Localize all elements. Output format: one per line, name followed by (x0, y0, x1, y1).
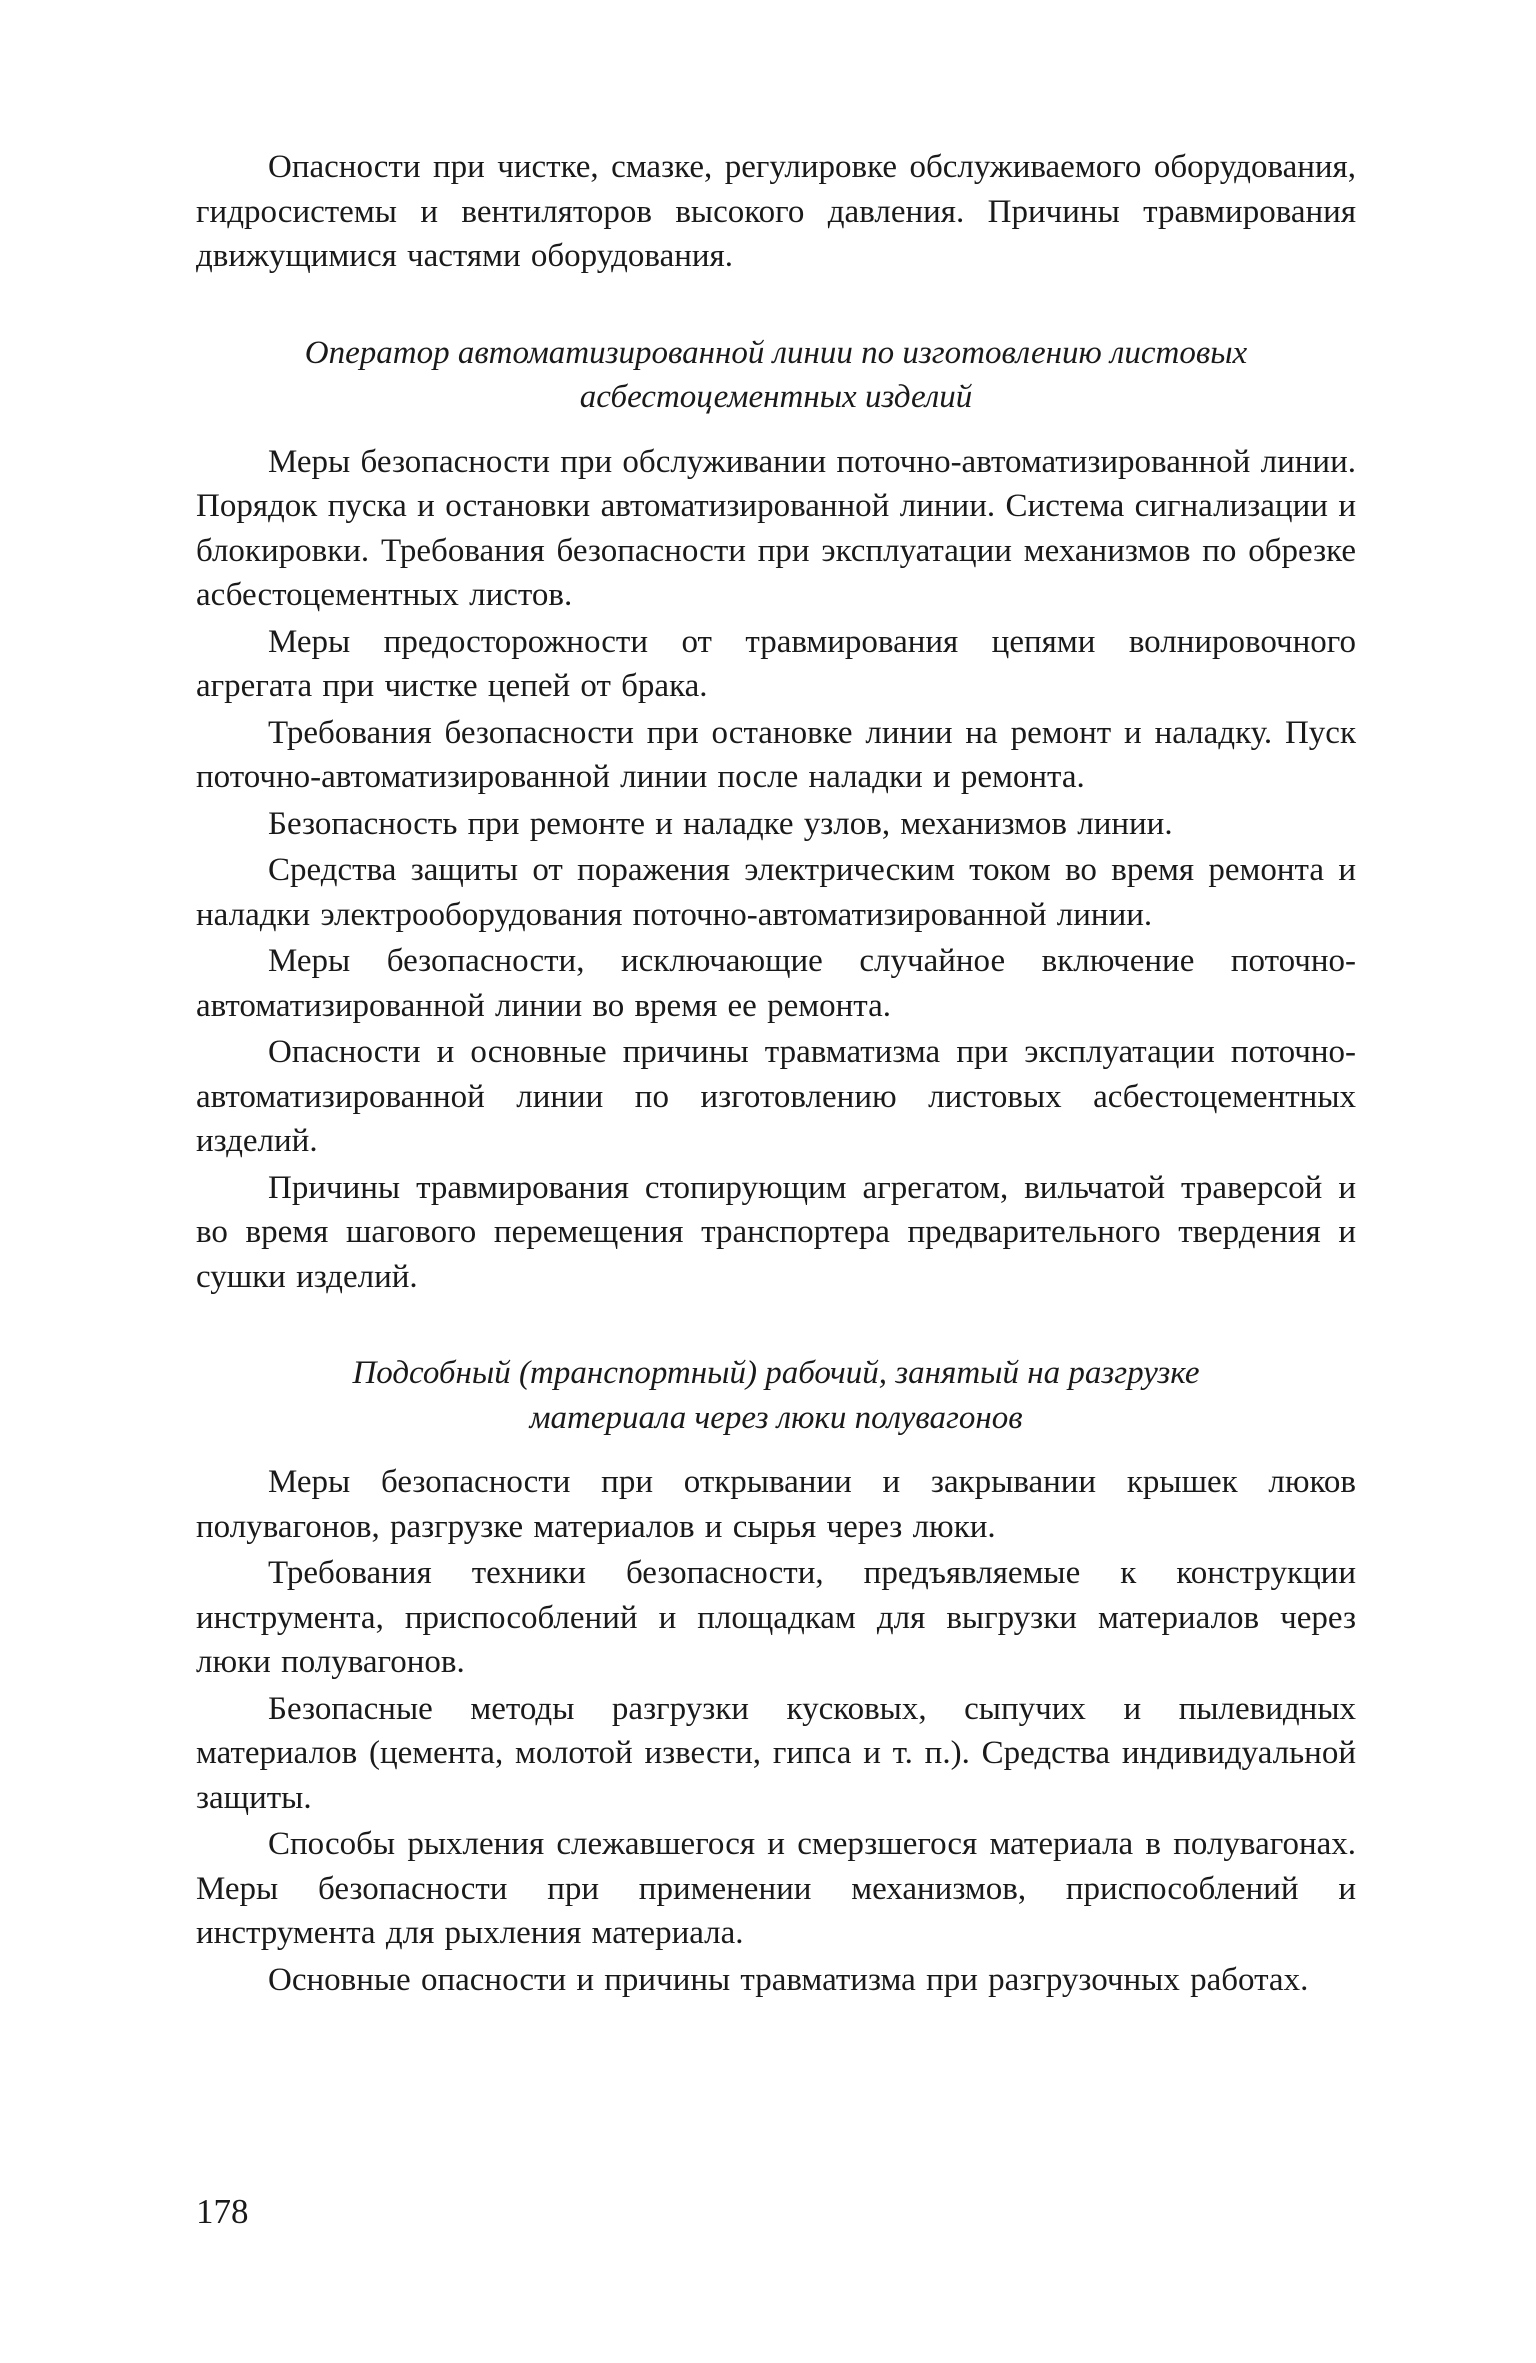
paragraph: Способы рыхления слежавшегося и смерзшегося материала в полувагонах. Меры безопасности при применении механизмов, приспособлений и инструмента для рыхления материала. (196, 1826, 1356, 1951)
paragraph: Меры предосторожности от травмирования цепями волнировочного агрегата при чистке цепей от брака. (196, 623, 1356, 704)
paragraph: Безопасность при ремонте и наладке узлов, механизмов линии. (268, 805, 1173, 842)
paragraph: Меры безопасности при открывании и закрывании крышек люков полувагонов, разгрузке материалов и сырья через люки. (196, 1464, 1356, 1545)
paragraph: Средства защиты от поражения электрическим током во время ремонта и наладки электрооборудования поточно-автоматизированной линии. (196, 852, 1356, 933)
section-heading-operator: Оператор автоматизированной линии по изготовлению листовых асбестоцементных изделий (304, 334, 1248, 415)
paragraph: Меры безопасности при обслуживании поточно-автоматизированной линии. Порядок пуска и остановки автоматизированной линии. Система сигнализации и блокировки. Требования безопасности при эксплуатации механизмов по обрезке асбестоцементных листов. (196, 443, 1356, 613)
paragraph: Причины травмирования стопирующим агрегатом, вильчатой траверсой и во время шагового перемещения транспортера предварительного твердения и сушки изделий. (196, 1169, 1356, 1295)
paragraph: Требования техники безопасности, предъявляемые к конструкции инструмента, приспособлений и площадкам для выгрузки материалов через люки полувагонов. (196, 1555, 1356, 1680)
paragraph: Безопасные методы разгрузки кусковых, сыпучих и пылевидных материалов (цемента, молотой извести, гипса и т. п.). Средства индивидуальной защиты. (196, 1690, 1356, 1816)
paragraph: Требования безопасности при остановке линии на ремонт и наладку. Пуск поточно-автоматизированной линии после наладки и ремонта. (196, 714, 1356, 795)
intro-paragraph: Опасности при чистке, смазке, регулировке обслуживаемого оборудования, гидросистемы и вентиляторов высокого давления. Причины травмирования движущимися частями оборудования. (196, 149, 1356, 274)
page-number: 178 (196, 2192, 249, 2231)
section-auxiliary-worker (196, 1351, 1356, 2002)
paragraph: Меры безопасности, исключающие случайное включение поточно-автоматизированной линии во время ее ремонта. (196, 943, 1356, 1024)
page-body (196, 145, 1356, 2002)
paragraph: Основные опасности и причины травматизма при разгрузочных работах. (268, 1961, 1309, 1998)
paragraph: Опасности и основные причины травматизма при эксплуатации поточно-автоматизированной линии по изготовлению листовых асбестоцементных изделий. (196, 1034, 1356, 1159)
section-heading-auxiliary-worker: Подсобный (транспортный) рабочий, занятый на разгрузке материала через люки полувагонов (352, 1355, 1200, 1436)
section-operator (196, 331, 1356, 1300)
